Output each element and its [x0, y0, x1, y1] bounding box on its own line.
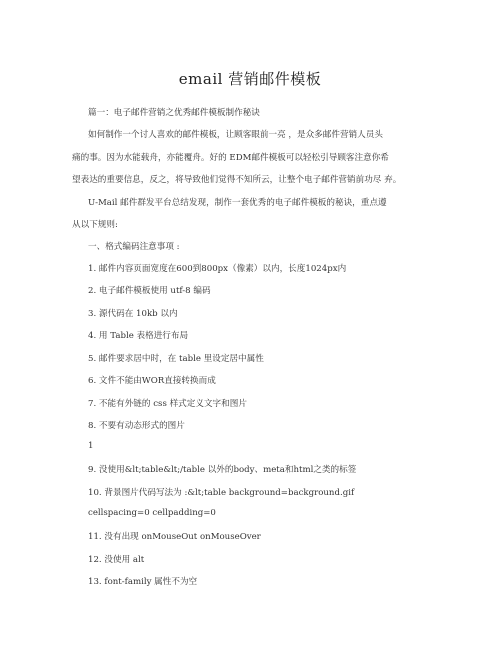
section-heading: 一、格式编码注意事项 :: [88, 242, 180, 252]
page-number: 1: [88, 441, 94, 451]
document-title: email 营销邮件模板: [178, 70, 322, 88]
list-item-continuation: cellspacing=0 cellpadding=0: [88, 508, 216, 518]
list-item: 9. 没使用&lt;table&lt;/table 以外的body、meta和html之类的标签: [88, 465, 357, 475]
list-item: 10. 背景图片代码写法为 :&lt;table background=background.gif: [88, 488, 355, 498]
list-item: 7. 不能有外链的 css 样式定义文字和图片: [88, 399, 247, 409]
list-item: 8. 不要有动态形式的图片: [88, 421, 185, 431]
list-item: 1. 邮件内容页面宽度在600到800px（像素）以内，长度1024px内: [88, 264, 347, 274]
paragraph-line: 如何制作一个讨人喜欢的邮件模板，让顾客眼前一亮 ，是众多邮件营销人员头: [88, 130, 383, 140]
list-item: 2. 电子邮件模板使用 utf-8 编码: [88, 286, 211, 296]
section-heading: 篇一：电子邮件营销之优秀邮件模板制作秘诀: [88, 108, 260, 118]
list-item: 3. 源代码在 10kb 以内: [88, 309, 178, 319]
paragraph-line: U-Mail 邮件群发平台总结发现，制作一套优秀的电子邮件模板的秘诀，重点遵: [88, 198, 387, 208]
list-item: 4. 用 Table 表格进行布局: [88, 331, 189, 341]
paragraph-line: 望表达的重要信息，反之，将导致他们觉得不知所云，让整个电子邮件营销前功尽 弃。: [72, 175, 402, 185]
list-item: 6. 文件不能由WOR直接转换而成: [88, 376, 216, 386]
paragraph-line: 从以下规则:: [72, 220, 118, 230]
list-item: 13. font-family 属性不为空: [88, 577, 198, 587]
list-item: 5. 邮件要求居中时，在 table 里设定居中属性: [88, 354, 264, 364]
list-item: 12. 没使用 alt: [88, 555, 145, 565]
list-item: 11. 没有出现 onMouseOut onMouseOver: [88, 532, 261, 542]
paragraph-line: 痛的事。因为水能载舟，亦能覆舟。好的 EDM邮件模板可以轻松引导顾客注意你希: [72, 153, 389, 163]
